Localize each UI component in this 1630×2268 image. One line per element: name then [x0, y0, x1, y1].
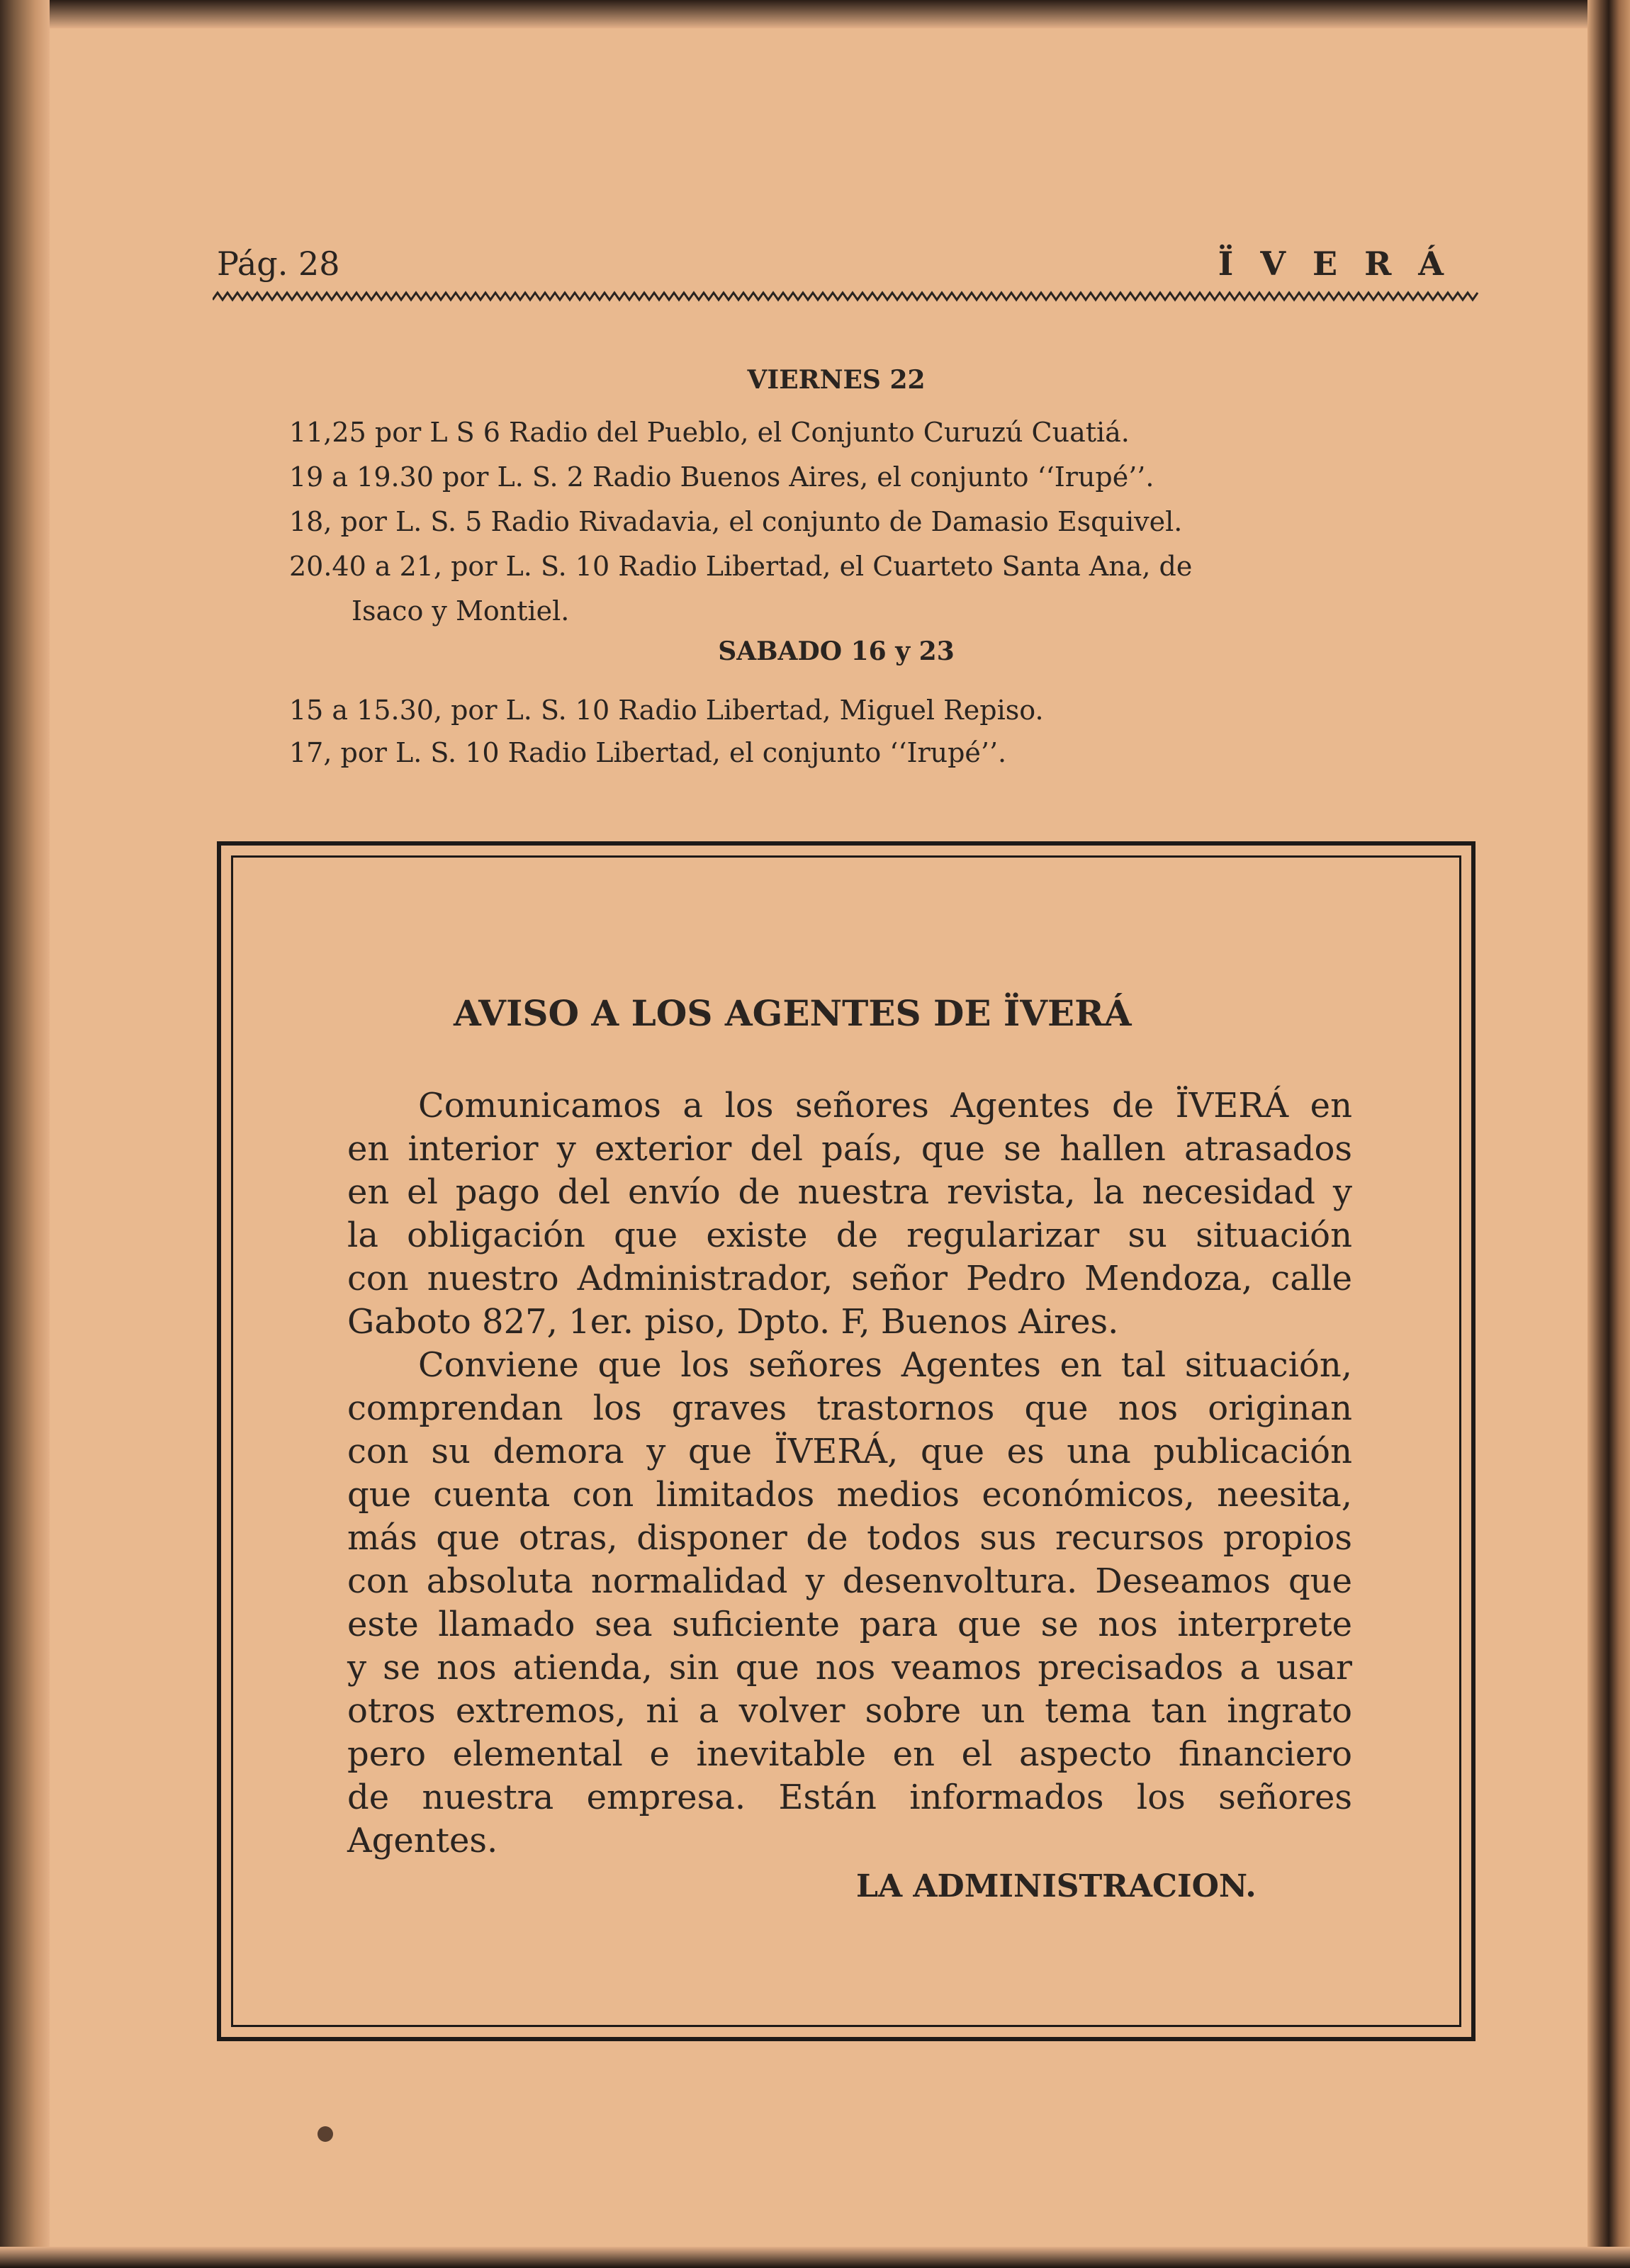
schedule-line: 18, por L. S. 5 Radio Rivadavia, el conjunto de Damasio Esquivel. [289, 506, 1183, 537]
page-right-edge [1587, 0, 1630, 2268]
notice-line: otros extremos, ni a volver sobre un tema tan ingrato [347, 1691, 1352, 1731]
notice-line: Conviene que los señores Agentes en tal situación, [418, 1345, 1352, 1385]
notice-line: comprendan los graves trastornos que nos originan [347, 1388, 1352, 1428]
wavy-rule [213, 291, 1481, 302]
notice-line: de nuestra empresa. Están informados los señores [347, 1778, 1352, 1817]
notice-body [347, 1084, 1352, 1863]
notice-title: AVISO A LOS AGENTES DE ÏVERÁ [454, 992, 1132, 1034]
notice-line: pero elemental e inevitable en el aspecto financiero [347, 1734, 1352, 1774]
schedule-line: 20.40 a 21, por L. S. 10 Radio Libertad, el Cuarteto Santa Ana, de [289, 551, 1193, 582]
notice-line: con su demora y que ÏVERÁ, que es una publicación [347, 1432, 1352, 1471]
page-bottom-edge [0, 2247, 1630, 2268]
schedule-line: Isaco y Montiel. [352, 595, 570, 627]
notice-line: este llamado sea suficiente para que se nos interprete [347, 1605, 1352, 1644]
schedule-line: 11,25 por L S 6 Radio del Pueblo, el Conjunto Curuzú Cuatiá. [289, 417, 1130, 448]
magazine-title: ÏVERÁ [1218, 245, 1471, 283]
schedule-line: 17, por L. S. 10 Radio Libertad, el conjunto ‘‘Irupé’’. [289, 737, 1007, 768]
notice-line: Agentes. [347, 1821, 498, 1860]
notice-line: y se nos atienda, sin que nos veamos precisados a usar [347, 1648, 1352, 1688]
notice-line: con nuestro Administrador, señor Pedro Mendoza, calle [347, 1259, 1352, 1298]
notice-line: que cuenta con limitados medios económicos, neesita, [347, 1475, 1352, 1515]
section-heading-viernes: VIERNES 22 [747, 365, 926, 395]
notice-line: Gaboto 827, 1er. piso, Dpto. F, Buenos Aires. [347, 1302, 1119, 1342]
section-heading-sabado: SABADO 16 y 23 [718, 636, 955, 666]
ink-spot [317, 2126, 333, 2142]
notice-signature: LA ADMINISTRACION. [856, 1868, 1257, 1904]
notice-line: la obligación que existe de regularizar su situación [347, 1216, 1352, 1255]
notice-line: Comunicamos a los señores Agentes de ÏVERÁ en [418, 1086, 1352, 1125]
schedule-line: 15 a 15.30, por L. S. 10 Radio Libertad, Miguel Repiso. [289, 695, 1044, 726]
notice-line: más que otras, disponer de todos sus recursos propios [347, 1518, 1352, 1558]
schedule-line: 19 a 19.30 por L. S. 2 Radio Buenos Aires, el conjunto ‘‘Irupé’’. [289, 461, 1154, 493]
page-top-edge [0, 0, 1630, 28]
notice-line: en interior y exterior del país, que se hallen atrasados [347, 1129, 1352, 1169]
page-number: Pág. 28 [217, 245, 340, 283]
book-spine-edge [0, 0, 50, 2268]
notice-line: en el pago del envío de nuestra revista, la necesidad y [347, 1172, 1352, 1212]
notice-line: con absoluta normalidad y desenvoltura. Deseamos que [347, 1561, 1352, 1601]
